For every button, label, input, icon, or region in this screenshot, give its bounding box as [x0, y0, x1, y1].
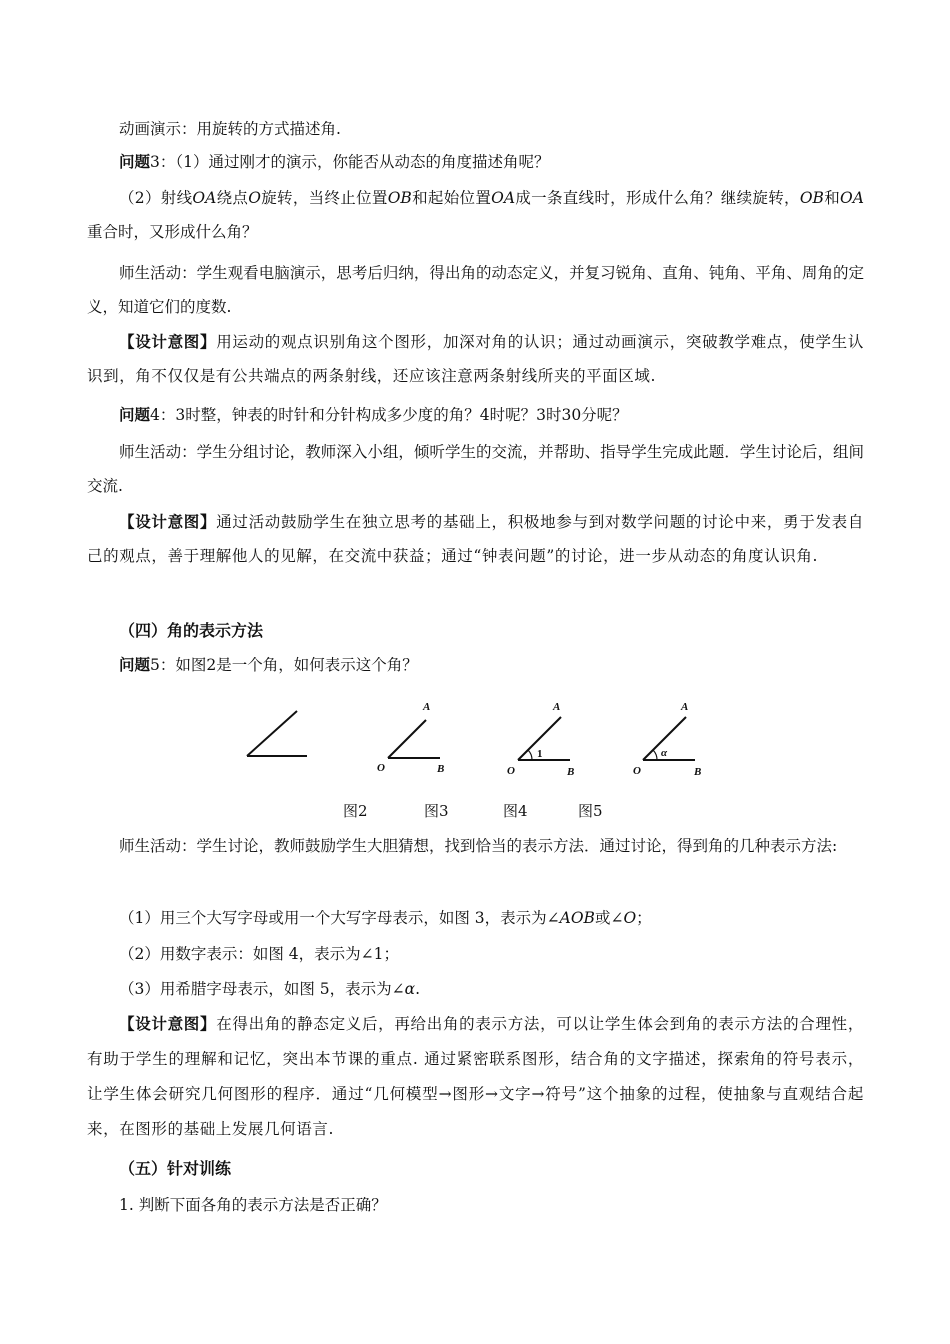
figure-5-label-b: B — [694, 766, 702, 778]
point-name: O — [248, 189, 261, 207]
figure-2-ray-slanted — [247, 711, 297, 756]
text-run: 重合时，又形成什么角？ — [87, 223, 258, 241]
question-text: 5：如图2是一个角，如何表示这个角？ — [150, 656, 418, 674]
figure-4-label-b: B — [567, 766, 575, 778]
paragraph-animation-demo: 动画演示：用旋转的方式描述角. — [119, 120, 341, 138]
ray-name: OB — [799, 189, 824, 207]
text-run: 或∠ — [594, 909, 624, 927]
figure-5-label-a: A — [681, 701, 689, 713]
design-intent-2 — [87, 505, 864, 573]
design-intent-text: 通过活动鼓励学生在独立思考的基础上，积极地参与到对数学问题的讨论中来，勇于发表自己的观点，善于理解他人的见解，在交流中获益；通过“钟表问题”的讨论，进一步从动态的角度认识角. — [87, 513, 864, 565]
question-3 — [119, 149, 550, 175]
figure-5-label-o: O — [633, 765, 641, 777]
ray-name: OA — [192, 189, 217, 207]
point-name: O — [623, 909, 637, 927]
section-heading-4: （四）角的表示方法 — [119, 621, 264, 640]
method-3 — [119, 976, 420, 1002]
figure-4-label-o: O — [507, 765, 515, 777]
figure-5-angle-arc — [653, 750, 657, 760]
text-run: 成一条直线时，形成什么角？继续旋转， — [515, 189, 800, 207]
teacher-student-activity-3: 师生活动：学生讨论，教师鼓励学生大胆猜想，找到恰当的表示方法．通过讨论，得到角的几种表示方法: — [119, 837, 838, 855]
question-3-part-2 — [87, 181, 864, 249]
figure-2-angle — [247, 711, 307, 756]
text-run: 绕点 — [216, 189, 249, 207]
question-5 — [119, 652, 418, 678]
figure-4-label-1: 1 — [537, 748, 543, 760]
question-label: 问题 — [119, 405, 151, 424]
caption-figure-4: 图4 — [503, 802, 528, 820]
figure-3-label-a: A — [423, 701, 431, 713]
text-run: 旋转，当终止位置 — [260, 189, 388, 207]
caption-figure-5: 图5 — [578, 802, 603, 820]
method-2: （2）用数字表示：如图 4，表示为∠1； — [119, 945, 400, 963]
figure-3-angle — [377, 701, 444, 775]
text-run: ； — [636, 909, 652, 927]
angle-figures — [230, 694, 730, 786]
ray-name: OA — [491, 189, 516, 207]
design-intent-3 — [87, 1006, 864, 1147]
text-run: （1）用三个大写字母或用一个大写字母表示，如图 3，表示为∠ — [119, 909, 560, 927]
section-heading-5: （五）针对训练 — [119, 1159, 232, 1178]
figure-4-label-a: A — [553, 701, 561, 713]
figure-3-label-b: B — [437, 763, 445, 775]
question-text: 4：3时整，钟表的时针和分针构成多少度的角？4时呢？3时30分呢？ — [150, 406, 628, 424]
caption-figure-2: 图2 — [343, 802, 368, 820]
method-1 — [119, 905, 652, 931]
text-run: （2）射线 — [119, 189, 193, 207]
question-text: ：（1）通过刚才的演示，你能否从动态的角度描述角呢？ — [159, 153, 550, 171]
design-intent-tag: 【设计意图】 — [119, 512, 217, 531]
ray-name: OA — [840, 189, 864, 207]
question-number: 3 — [150, 153, 160, 171]
text-run: 和 — [823, 189, 841, 207]
figure-3-label-o: O — [377, 762, 385, 774]
design-intent-tag: 【设计意图】 — [119, 332, 217, 351]
figure-5-angle — [633, 701, 701, 778]
design-intent-text: 在得出角的静态定义后，再给出角的表示方法，可以让学生体会到角的表示方法的合理性，有助于学生的理解和记忆，突出本节课的重点. 通过紧密联系图形，结合角的文字描述，探索角的符号表示，让学生体会研究几何图形的程序．通过“几何模型→图形→文字→符号”这个抽象的过程，使抽象与直观结合起来，在图形的基础上发展几何语言. — [87, 1015, 864, 1138]
figure-4-angle-arc — [528, 750, 532, 760]
text-run: 和起始位置 — [411, 189, 492, 207]
greek-letter: α — [404, 980, 416, 998]
question-label: 问题 — [119, 152, 151, 171]
question-4 — [119, 402, 628, 428]
teacher-student-activity-1: 师生活动：学生观看电脑演示，思考后归纳，得出角的动态定义，并复习锐角、直角、钝角、平角、周角的定义，知道它们的度数. — [87, 264, 864, 316]
text-run: . — [415, 980, 421, 998]
figure-3-ray-oa — [388, 720, 426, 758]
training-item-1: 1. 判断下面各角的表示方法是否正确？ — [119, 1196, 387, 1214]
caption-figure-3: 图3 — [424, 802, 449, 820]
ray-name: OB — [387, 189, 412, 207]
question-label: 问题 — [119, 655, 151, 674]
design-intent-1 — [87, 325, 864, 393]
design-intent-text: 用运动的观点识别角这个图形，加深对角的认识；通过动画演示，突破教学难点，使学生认识到，角不仅仅是有公共端点的两条射线，还应该注意两条射线所夹的平面区域. — [87, 333, 864, 385]
figure-4-angle — [507, 701, 574, 778]
figure-5-label-alpha: α — [661, 747, 668, 759]
design-intent-tag: 【设计意图】 — [119, 1014, 217, 1033]
teacher-student-activity-2: 师生活动：学生分组讨论，教师深入小组，倾听学生的交流，并帮助、指导学生完成此题．学生讨论后，组间交流. — [87, 443, 864, 495]
angle-name: AOB — [559, 909, 595, 927]
text-run: （3）用希腊字母表示，如图 5，表示为∠ — [119, 980, 405, 998]
